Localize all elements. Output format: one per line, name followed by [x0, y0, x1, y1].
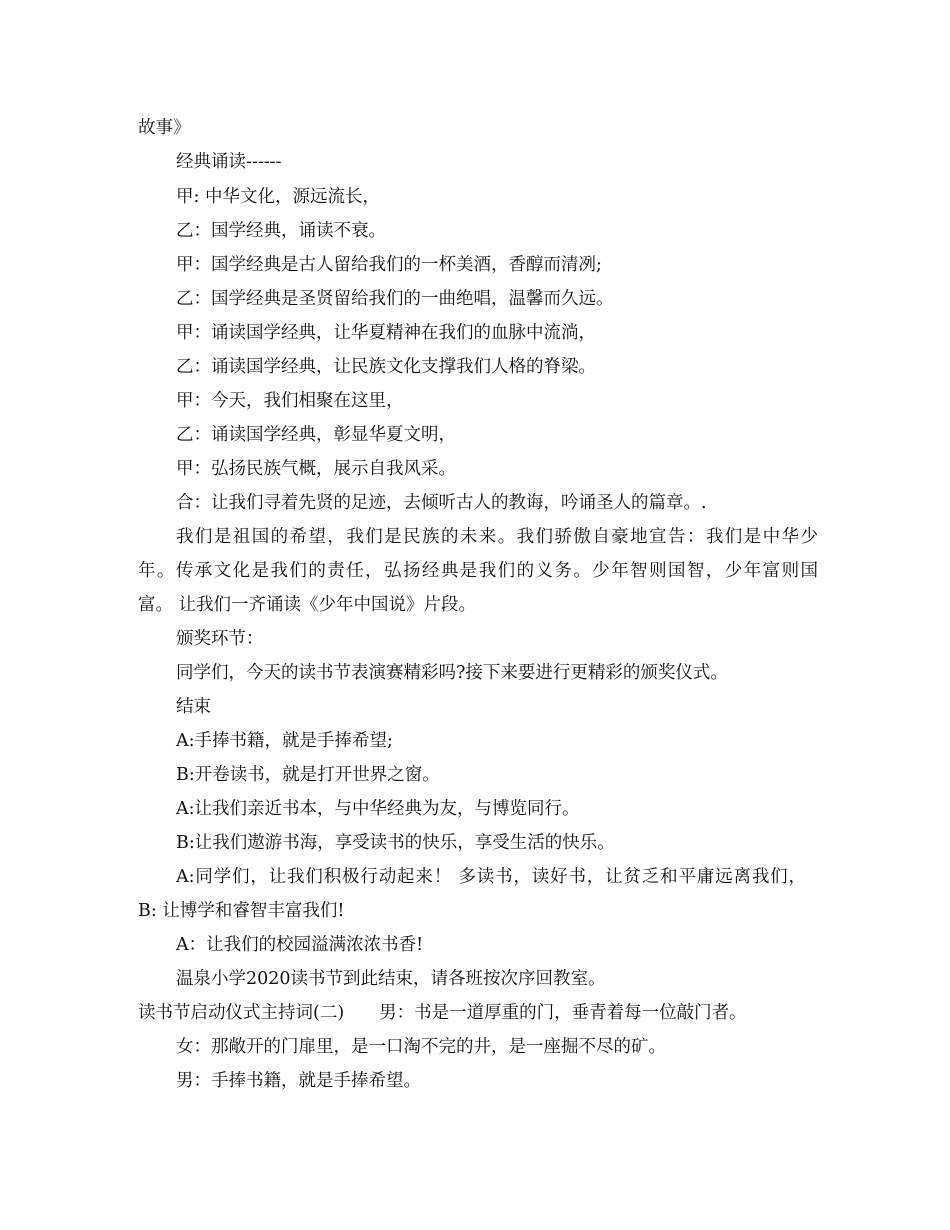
- text-line: 合：让我们寻着先贤的足迹，去倾听古人的教诲，吟诵圣人的篇章。.: [176, 493, 707, 513]
- paragraph-line: 我们是祖国的希望，我们是民族的未来。我们骄傲自豪地宣告：我们是中华少: [176, 527, 818, 547]
- text-line: 乙：诵读国学经典，让民族文化支撑我们人格的脊梁。: [176, 357, 596, 377]
- section-heading: 颁奖环节：: [176, 629, 264, 649]
- text-line: A：让我们的校园溢满浓浓书香!: [176, 935, 424, 955]
- text-line: 乙：诵读国学经典，彰显华夏文明，: [176, 425, 456, 445]
- text-line: 同学们，今天的读书节表演赛精彩吗?接下来要进行更精彩的颁奖仪式。: [176, 663, 728, 683]
- section-heading: 经典诵读------: [176, 152, 282, 172]
- paragraph-line: 年。传承文化是我们的责任，弘扬经典是我们的义务。少年智则国智，少年富则国: [138, 561, 818, 581]
- text-line: 甲：弘扬民族气概，展示自我风采。: [176, 459, 456, 479]
- text-line: A:同学们，让我们积极行动起来！ 多读书，读好书，让贫乏和平庸远离我们，: [176, 867, 806, 887]
- text-line: 男：手捧书籍，就是手捧希望。: [176, 1071, 421, 1091]
- text-line: B:让我们遨游书海，享受读书的快乐，享受生活的快乐。: [176, 833, 615, 853]
- text-line: 女：那敞开的门扉里，是一口淘不完的井，是一座掘不尽的矿。: [176, 1037, 666, 1057]
- text-line: 甲：诵读国学经典，让华夏精神在我们的血脉中流淌，: [176, 323, 596, 343]
- text-line: 故事》: [138, 118, 191, 138]
- text-line: 甲：今天，我们相聚在这里，: [176, 391, 404, 411]
- text-line: B: 让博学和睿智丰富我们!: [138, 901, 345, 921]
- text-line: 乙：国学经典是圣贤留给我们的一曲绝唱，温馨而久远。: [176, 289, 614, 309]
- text-line: 乙：国学经典，诵读不衰。: [176, 221, 386, 241]
- paragraph-line: 富。 让我们一齐诵读《少年中国说》片段。: [138, 595, 477, 615]
- text-line: 甲：国学经典是古人留给我们的一杯美酒，香醇而清冽;: [176, 255, 602, 275]
- text-line: B:开卷读书，就是打开世界之窗。: [176, 765, 440, 785]
- text-line: A:让我们亲近书本，与中华经典为友，与博览同行。: [176, 799, 580, 819]
- text-line: A:手捧书籍，就是手捧希望;: [176, 731, 393, 751]
- document-subtitle: 读书节启动仪式主持词(二) 男：书是一道厚重的门，垂青着每一位敲门者。: [138, 1003, 747, 1023]
- text-line: 温泉小学2020读书节到此结束，请各班按次序回教室。: [176, 969, 606, 989]
- section-heading: 结束: [176, 697, 211, 717]
- text-line: 甲: 中华文化，源远流长，: [176, 187, 380, 207]
